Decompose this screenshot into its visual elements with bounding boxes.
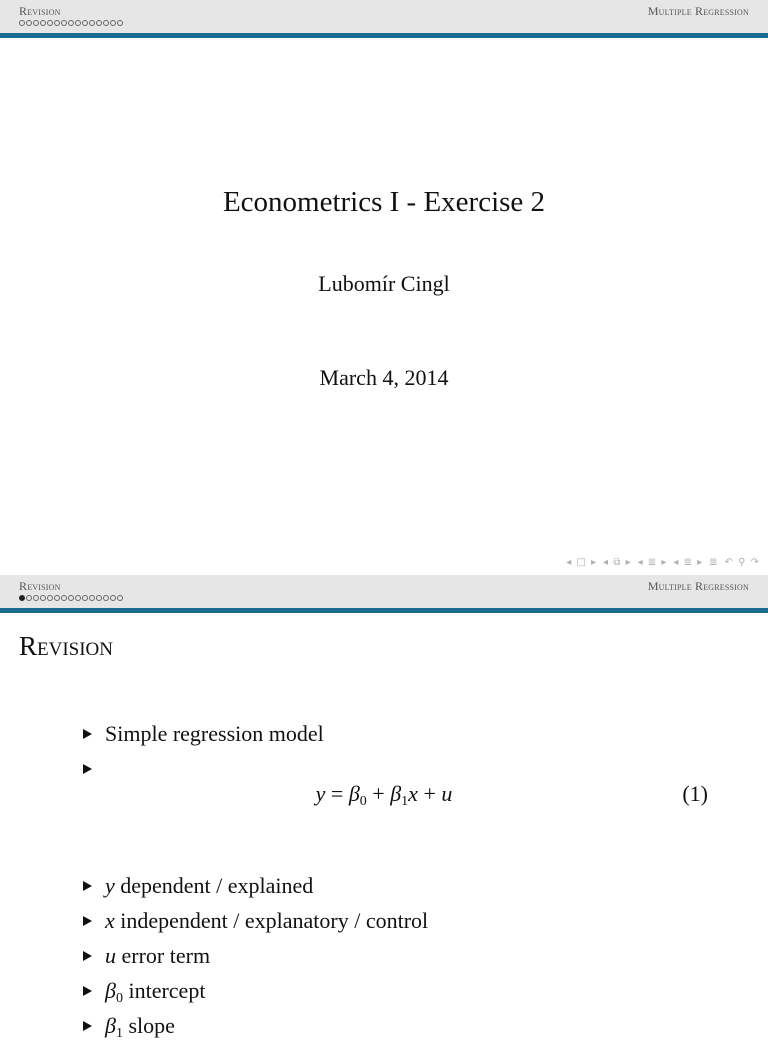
bullet-triangle-icon bbox=[83, 916, 92, 926]
frame-title: Revision bbox=[19, 631, 113, 661]
header-rule bbox=[0, 608, 768, 613]
nav-dot[interactable] bbox=[26, 20, 32, 26]
bullet-triangle-icon bbox=[83, 1021, 92, 1031]
eq-beta0: β bbox=[348, 781, 360, 806]
nav-dot[interactable] bbox=[61, 595, 67, 601]
nav-search-back-forward-icon[interactable]: ↶ ⚲ ↷ bbox=[724, 557, 760, 568]
list-item bbox=[80, 1008, 428, 1043]
nav-dot[interactable] bbox=[40, 20, 46, 26]
nav-dot[interactable] bbox=[117, 20, 123, 26]
bullet-triangle-icon bbox=[83, 986, 92, 996]
header-subsection[interactable]: Multiple Regression bbox=[647, 4, 749, 18]
nav-dot[interactable] bbox=[117, 595, 123, 601]
nav-dot[interactable] bbox=[19, 20, 25, 26]
eq-x: x bbox=[408, 781, 418, 806]
regression-equation bbox=[0, 781, 768, 810]
bullet-text: Simple regression model bbox=[105, 721, 324, 746]
nav-dot[interactable] bbox=[96, 20, 102, 26]
nav-subsection-icon[interactable]: ◂ ⧉ ▸ bbox=[603, 557, 632, 568]
nav-dot[interactable] bbox=[103, 20, 109, 26]
variable-subscript: 0 bbox=[115, 991, 123, 1006]
variable-symbol: x bbox=[105, 908, 115, 933]
nav-dot[interactable] bbox=[54, 595, 60, 601]
eq-u: u bbox=[441, 781, 453, 806]
nav-dot[interactable] bbox=[47, 595, 53, 601]
slide-header bbox=[0, 0, 768, 33]
presentation-title: Econometrics I - Exercise 2 bbox=[222, 186, 546, 218]
beamer-navigation-bar[interactable] bbox=[566, 557, 760, 568]
nav-dot[interactable] bbox=[47, 20, 53, 26]
presentation-date: March 4, 2014 bbox=[319, 365, 449, 390]
nav-dot[interactable] bbox=[82, 20, 88, 26]
nav-dot[interactable] bbox=[33, 20, 39, 26]
variable-definitions-list bbox=[80, 868, 428, 1043]
eq-equals: = bbox=[325, 781, 349, 806]
nav-dot[interactable] bbox=[61, 20, 67, 26]
variable-description: slope bbox=[122, 1013, 175, 1038]
nav-frame-icon[interactable]: ◂ □ ▸ bbox=[566, 557, 598, 568]
list-item bbox=[80, 868, 428, 903]
variable-symbol: β bbox=[105, 1013, 116, 1038]
variable-description: dependent / explained bbox=[114, 873, 314, 898]
header-subsection[interactable]: Multiple Regression bbox=[647, 579, 749, 593]
nav-dot[interactable] bbox=[89, 595, 95, 601]
nav-dot[interactable] bbox=[75, 595, 81, 601]
revision-slide bbox=[0, 575, 768, 1041]
nav-dot[interactable] bbox=[96, 595, 102, 601]
variable-description: error term bbox=[116, 943, 211, 968]
list-item bbox=[80, 973, 428, 1008]
bullet-triangle-icon bbox=[83, 881, 92, 891]
variable-symbol: β bbox=[105, 978, 116, 1003]
bullet-triangle-icon bbox=[83, 729, 92, 739]
nav-dot[interactable] bbox=[54, 20, 60, 26]
eq-beta1-sub: 1 bbox=[401, 794, 409, 809]
nav-dot[interactable] bbox=[82, 595, 88, 601]
author-name: Lubomír Cingl bbox=[318, 271, 450, 296]
navigation-dots[interactable] bbox=[19, 20, 123, 28]
variable-symbol: y bbox=[105, 873, 115, 898]
variable-subscript: 1 bbox=[115, 1026, 123, 1041]
list-item bbox=[80, 938, 428, 973]
header-section[interactable]: Revision bbox=[19, 579, 61, 593]
nav-dot[interactable] bbox=[19, 595, 25, 601]
nav-dot[interactable] bbox=[89, 20, 95, 26]
variable-description: independent / explanatory / control bbox=[114, 908, 429, 933]
eq-plus: + bbox=[417, 781, 442, 806]
nav-dot[interactable] bbox=[75, 20, 81, 26]
equation-number: (1) bbox=[682, 781, 708, 806]
navigation-dots[interactable] bbox=[19, 595, 123, 603]
variable-symbol: u bbox=[105, 943, 116, 968]
slide-header bbox=[0, 575, 768, 608]
eq-beta1: β bbox=[390, 781, 402, 806]
nav-dot[interactable] bbox=[103, 595, 109, 601]
eq-y: y bbox=[315, 781, 326, 806]
variable-description: intercept bbox=[122, 978, 206, 1003]
nav-document-icon[interactable]: ◂ ≣ ▸ bbox=[673, 557, 704, 568]
eq-beta0-sub: 0 bbox=[359, 794, 367, 809]
eq-plus: + bbox=[366, 781, 391, 806]
nav-dot[interactable] bbox=[68, 20, 74, 26]
nav-dot[interactable] bbox=[110, 595, 116, 601]
nav-dot[interactable] bbox=[68, 595, 74, 601]
nav-dot[interactable] bbox=[33, 595, 39, 601]
nav-section-icon[interactable]: ◂ ≣ ▸ bbox=[637, 557, 668, 568]
bullet-triangle-icon bbox=[83, 951, 92, 961]
nav-appendix-icon[interactable]: ≣ bbox=[709, 557, 719, 568]
header-section[interactable]: Revision bbox=[19, 4, 61, 18]
bullet-list bbox=[80, 716, 324, 786]
nav-dot[interactable] bbox=[26, 595, 32, 601]
nav-dot[interactable] bbox=[110, 20, 116, 26]
list-item bbox=[80, 903, 428, 938]
header-rule bbox=[0, 33, 768, 38]
list-item bbox=[80, 716, 324, 751]
bullet-triangle-icon bbox=[83, 764, 92, 774]
nav-dot[interactable] bbox=[40, 595, 46, 601]
